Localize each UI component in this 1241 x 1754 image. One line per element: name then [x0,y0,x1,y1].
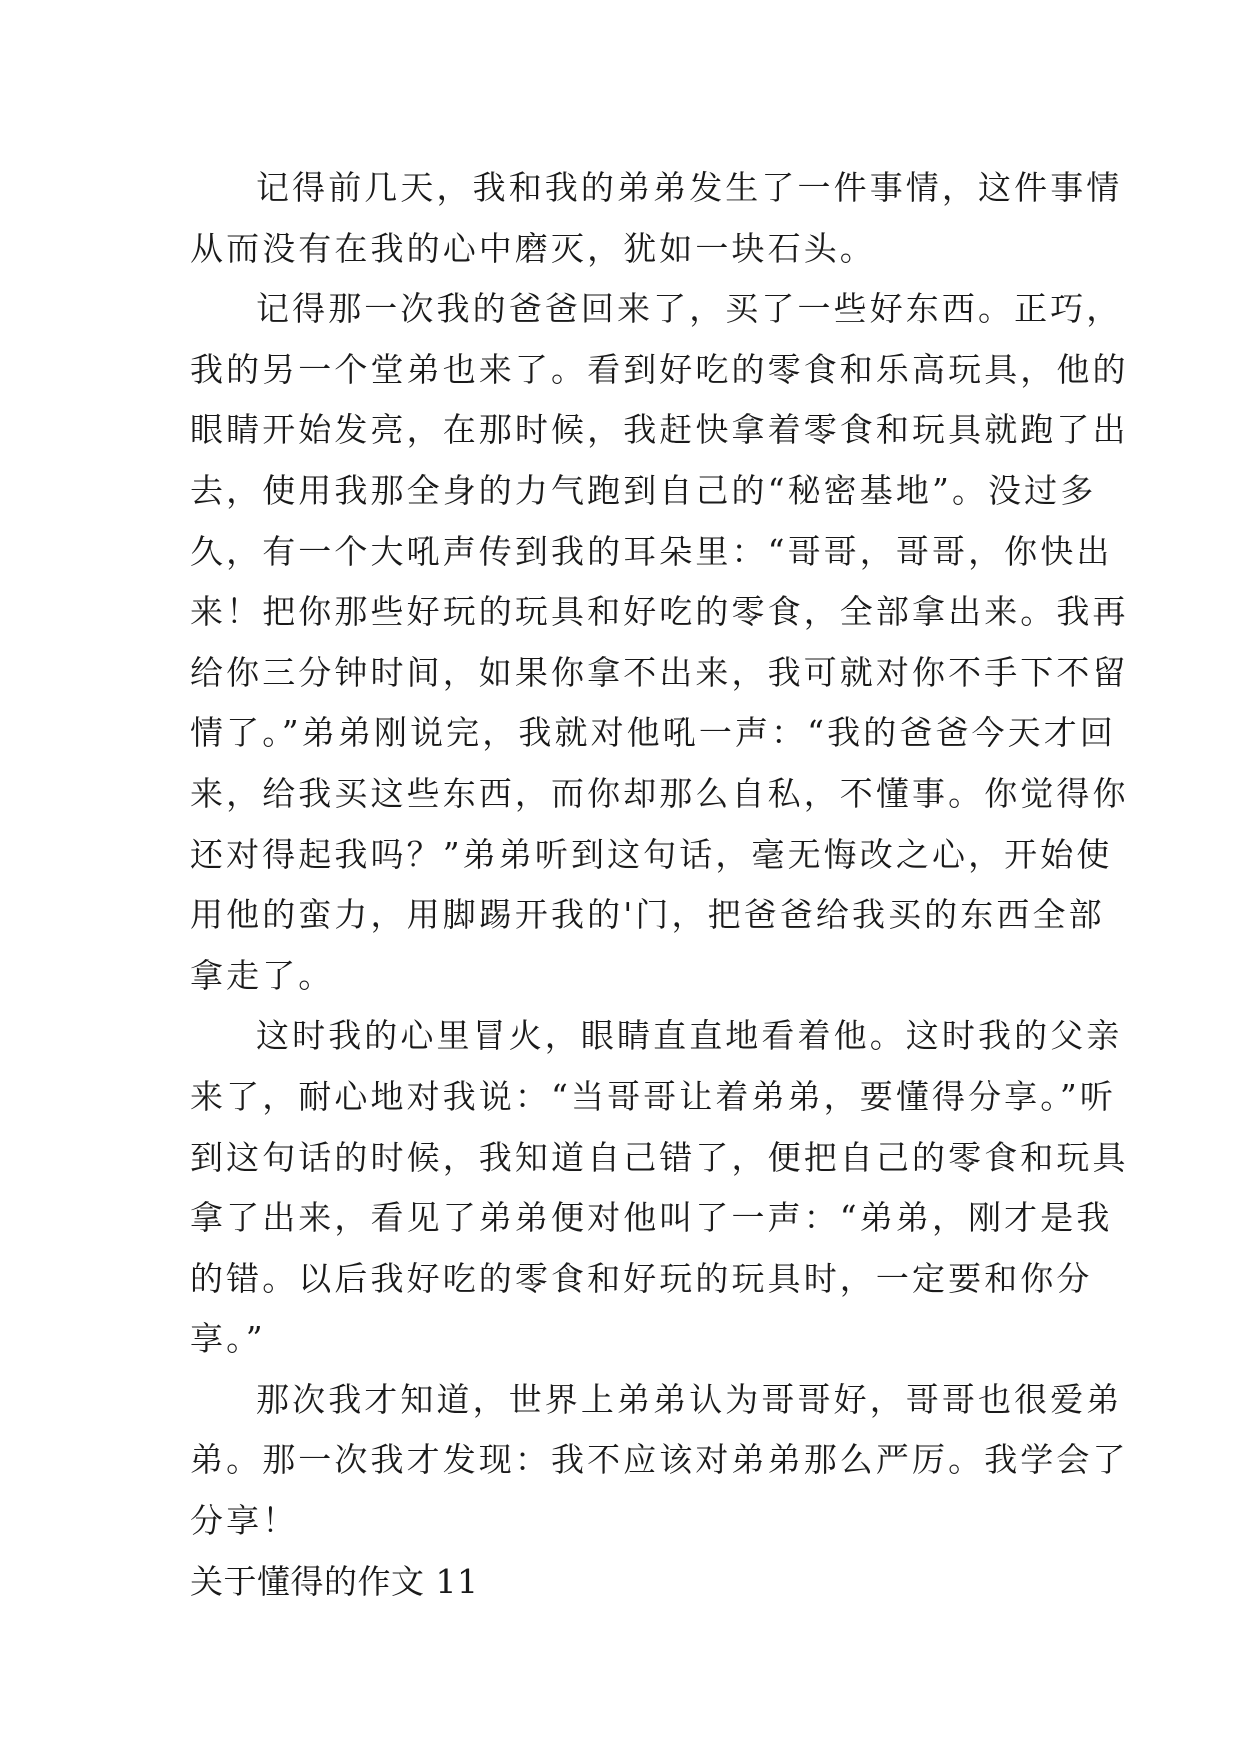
paragraph-3 [190,1006,1129,1370]
text-line: 弟。那一次我才发现：我不应该对弟弟那么严厉。我学会了 [190,1440,1129,1480]
text-line: 分享！ [190,1501,299,1541]
text-line: 用他的蛮力，用脚踢开我的'门，把爸爸给我买的东西全部 [190,895,1105,935]
text-line: 享。” [190,1319,266,1359]
text-line: 还对得起我吗？”弟弟听到这句话，毫无悔改之心，开始使 [190,834,1113,874]
text-line: 久，有一个大吼声传到我的耳朵里：“哥哥，哥哥，你快出 [190,531,1113,571]
text-line: 拿走了。 [190,955,335,995]
text-line: 来了，耐心地对我说：“当哥哥让着弟弟，要懂得分享。”听 [190,1076,1116,1116]
text-line: 记得前几天，我和我的弟弟发生了一件事情，这件事情 [256,168,1123,207]
text-line: 我的另一个堂弟也来了。看到好吃的零食和乐高玩具，他的 [190,349,1129,389]
text-line: 记得那一次我的爸爸回来了，买了一些好东西。正巧， [256,289,1123,329]
text-line: 给你三分钟时间，如果你拿不出来，我可就对你不手下不留 [190,652,1129,692]
text-line: 去，使用我那全身的力气跑到自己的“秘密基地”。没过多 [190,470,1097,510]
paragraph-4 [190,1370,1129,1552]
text-line: 到这句话的时候，我知道自己错了，便把自己的零食和玩具 [190,1137,1129,1177]
text-line: 情了。”弟弟刚说完，我就对他吼一声：“我的爸爸今天才回 [190,713,1116,753]
text-line: 拿了出来，看见了弟弟便对他叫了一声：“弟弟，刚才是我 [190,1198,1113,1238]
text-line: 眼睛开始发亮，在那时候，我赶快拿着零食和玩具就跑了出 [190,410,1129,450]
paragraph-2 [190,279,1129,1006]
text-line: 来！把你那些好玩的玩具和好吃的零食，全部拿出来。我再 [190,592,1129,632]
text-line: 从而没有在我的心中磨灭，犹如一块石头。 [190,228,876,268]
document-body [190,158,1129,1612]
section-heading: 关于懂得的作文 11 [190,1561,479,1601]
text-line: 那次我才知道，世界上弟弟认为哥哥好，哥哥也很爱弟 [256,1379,1123,1419]
text-line: 这时我的心里冒火，眼睛直直地看着他。这时我的父亲 [256,1016,1123,1056]
text-line: 的错。以后我好吃的零食和好玩的玩具时，一定要和你分 [190,1258,1093,1298]
paragraph-1 [190,158,1123,279]
text-line: 来，给我买这些东西，而你却那么自私，不懂事。你觉得你 [190,773,1129,813]
